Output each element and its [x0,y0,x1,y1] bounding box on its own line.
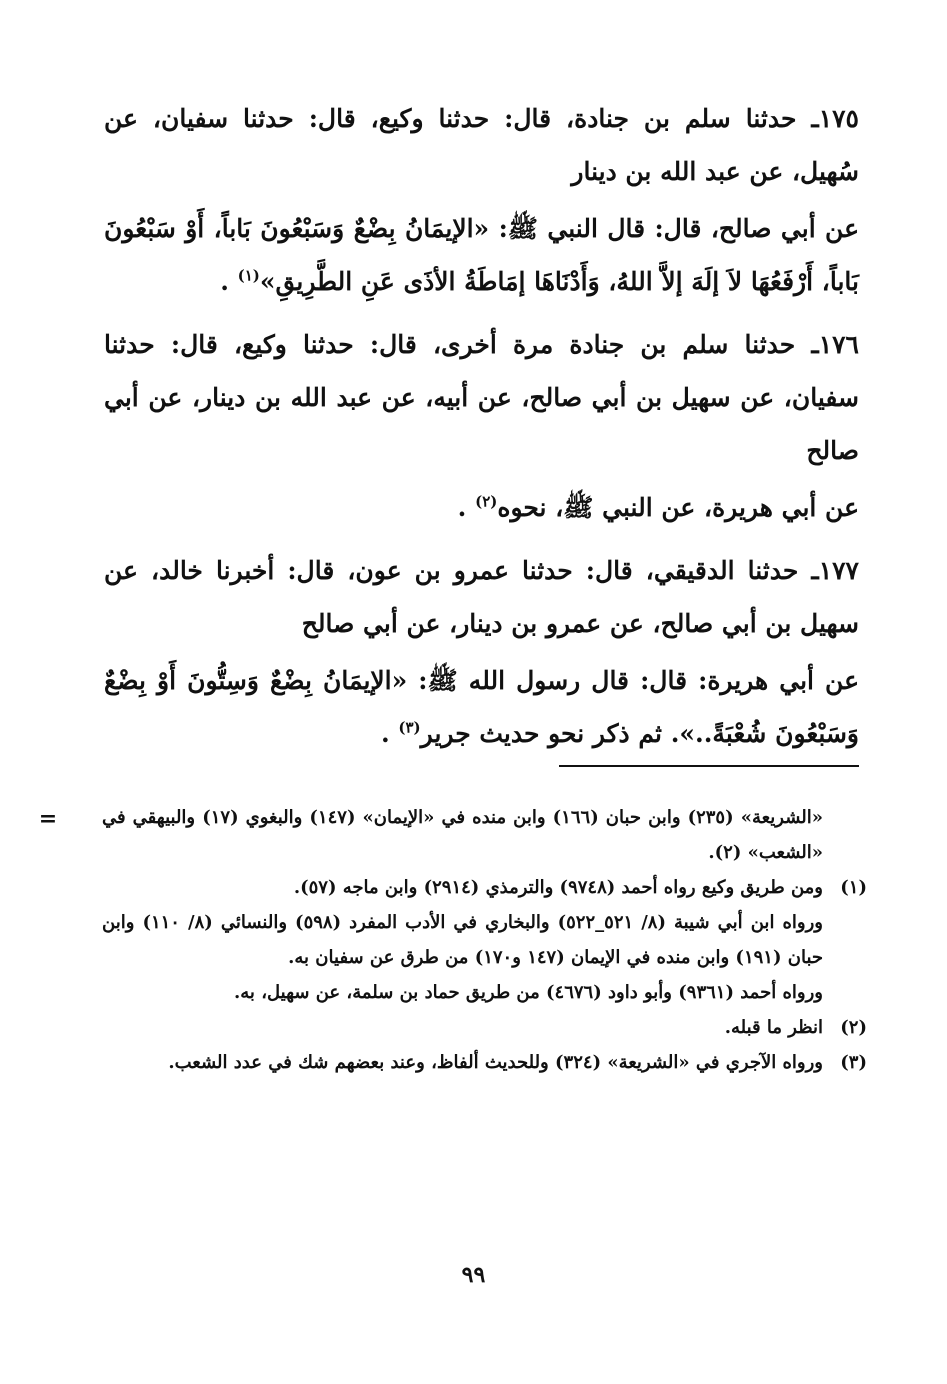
hadith-175-isnad [104,92,859,198]
matn-tail: . [457,493,476,522]
footnote-text: «الشريعة» (٢٣٥) وابن حبان (١٦٦) وابن منده في «الإيمان» (١٤٧) والبغوي (١٧) والبيهقي في «الشعب» (٢). [102,807,824,863]
footnote-item [102,975,867,1010]
hadith-number: ١٧٦ـ [811,330,859,359]
footnote-item [102,1010,867,1045]
footnote-item [102,800,867,870]
footnote-mark [823,800,867,870]
footnote-mark [823,905,867,975]
isnad-text: حدثنا سلم بن جنادة مرة أخرى، قال: حدثنا وكيع، قال: حدثنا سفيان، عن سهيل بن أبي صالح، عن أبيه، عن عبد الله بن دينار، عن أبي صالح [104,330,859,465]
footnote-item [102,905,867,975]
footnote-text: ورواه أحمد (٩٣٦١) وأبو داود (٤٦٧٦) من طريق حماد بن سلمة، عن سهيل، به. [234,982,823,1003]
matn-quote: «الإيمَانُ بِضْعٌ وَسِتُّونَ أَوْ بِضْعٌ وَسَبْعُونَ شُعْبَةً..». ثم ذكر نحو حديث جرير [104,666,859,748]
footnotes [102,800,867,1080]
footnote-text: ورواه ابن أبي شيبة (٨/ ٥٢١_٥٢٢) والبخاري في الأدب المفرد (٥٩٨) والنسائي (٨/ ١١٠) وابن حبان (١٩١) وابن منده في الإيمان (١٤٧ و١٧٠) من طرق عن سفيان به. [102,912,823,968]
footnote-ref[interactable]: (١) [237,266,260,285]
footnote-item [102,1045,867,1080]
page-number: ٩٩ [461,1262,486,1288]
hadith-175-matn [104,202,859,308]
main-text [104,92,859,760]
hadith-177-matn [104,654,859,760]
matn-tail: . [220,267,238,296]
isnad-text: حدثنا سلم بن جنادة، قال: حدثنا وكيع، قال: حدثنا سفيان، عن سُهيل، عن عبد الله بن دينار [104,104,859,186]
hadith-176-isnad [104,318,859,477]
hadith-176-matn [104,481,859,534]
footnote-text: انظر ما قبله. [724,1017,823,1038]
footnote-ref[interactable]: (٢) [475,492,498,511]
matn-tail: . [380,719,399,748]
footnote-ref[interactable]: (٣) [398,718,421,737]
hadith-number: ١٧٧ـ [811,556,859,585]
footnote-mark: (١) [840,877,867,898]
matn-quote: «الإيمَانُ بِضْعٌ وَسَبْعُونَ بَاباً، أَوْ سَبْعُونَ بَاباً، أَرْفَعُهَا لاَ إلَهَ إلاَّ اللهُ، وَأَدْنَاهَا إمَاطَةُ الأذَى عَنِ الطَّرِيقِ» [104,214,859,296]
hadith-number: ١٧٥ـ [811,104,859,133]
footnote-text: ورواه الآجري في «الشريعة» (٣٢٤) وللحديث ألفاظ، وعند بعضهم شك في عدد الشعب. [168,1052,823,1073]
footnote-text: ومن طريق وكيع رواه أحمد (٩٧٤٨) والترمذي (٢٩١٤) وابن ماجه (٥٧). [293,877,823,898]
footnote-mark: (٣) [840,1052,867,1073]
matn-intro: عن أبي هريرة، عن النبي ﷺ، نحوه [497,493,859,522]
isnad-text: حدثنا الدقيقي، قال: حدثنا عمرو بن عون، قال: أخبرنا خالد، عن سهيل بن أبي صالح، عن عمرو بن دينار، عن أبي صالح [104,556,859,638]
continuation-mark: = [38,806,58,832]
footnote-item [102,870,867,905]
hadith-177-isnad [104,544,859,650]
matn-intro: عن أبي هريرة: قال: قال رسول الله ﷺ: [407,666,859,695]
matn-intro: عن أبي صالح، قال: قال النبي ﷺ: [489,214,859,243]
footnote-mark [823,975,867,1010]
footnote-mark: (٢) [840,1017,867,1038]
footnote-separator [559,765,859,767]
